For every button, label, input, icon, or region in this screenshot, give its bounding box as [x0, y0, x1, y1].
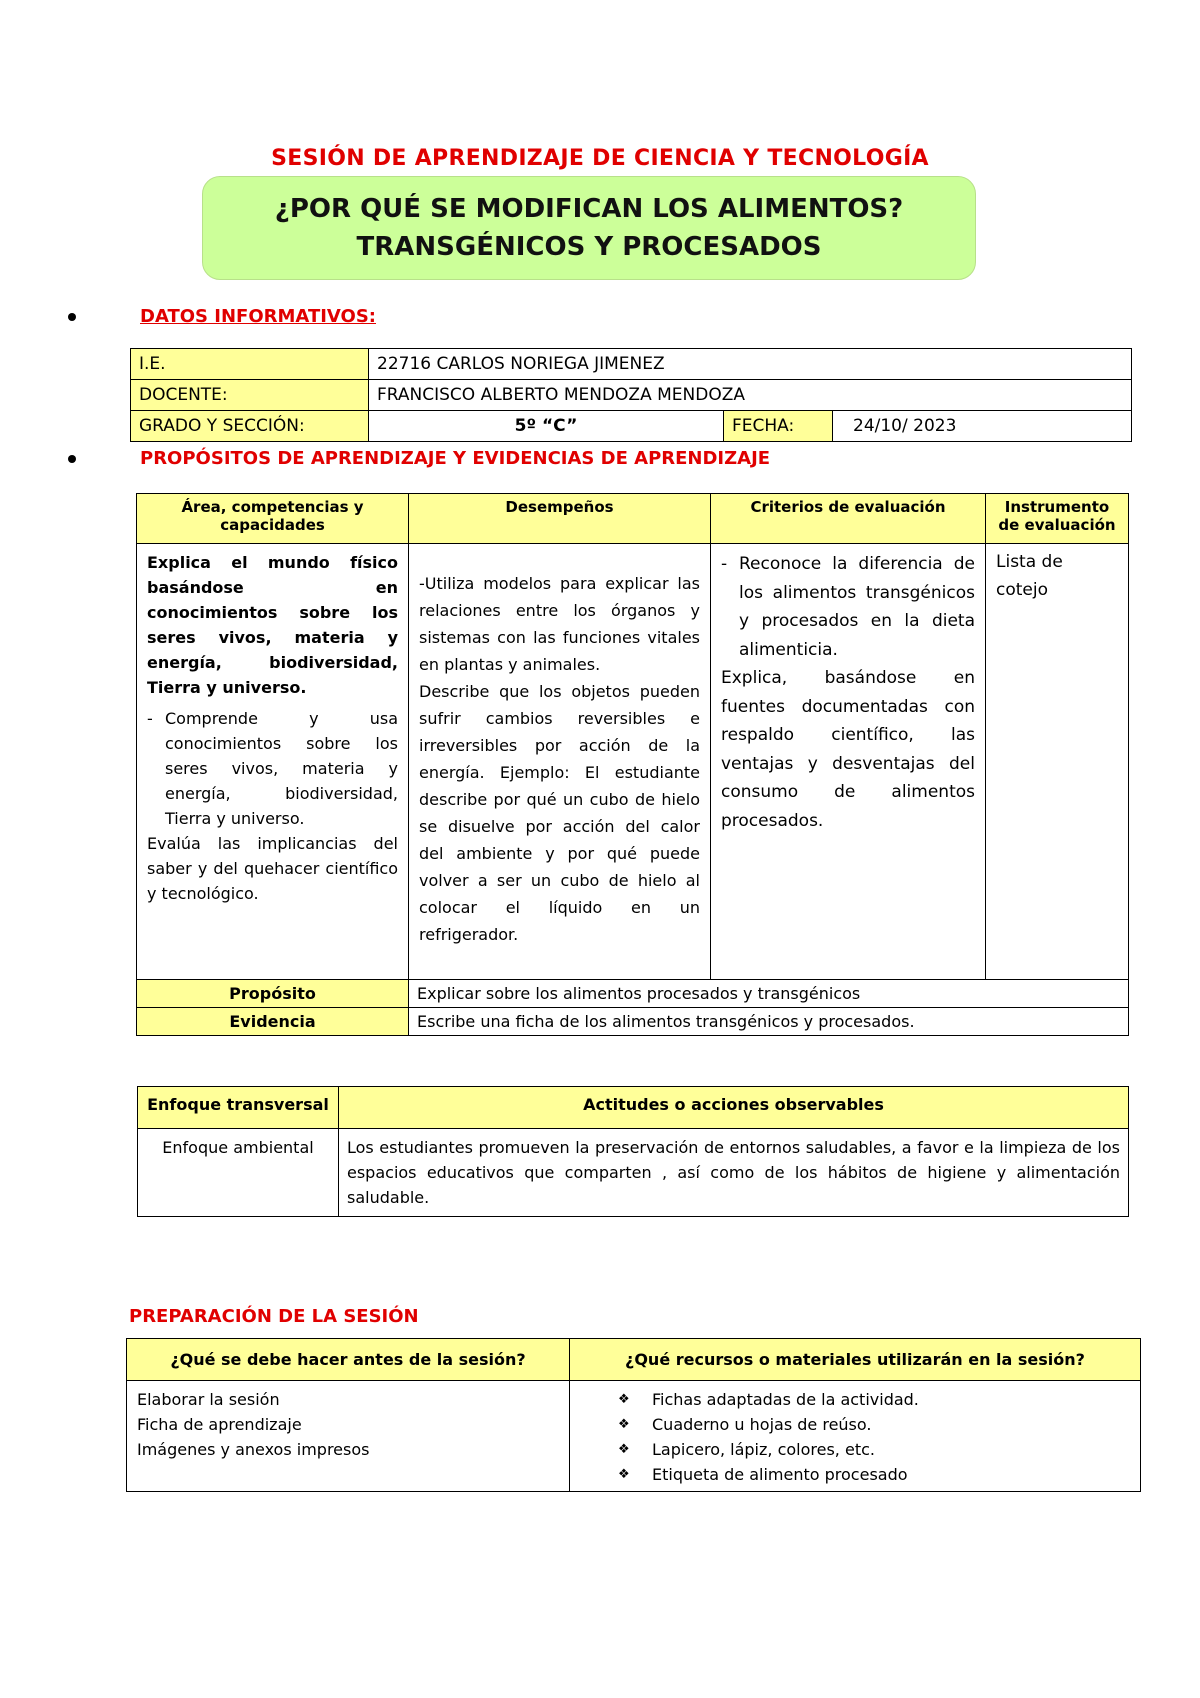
header-enfoque: Enfoque transversal	[138, 1087, 339, 1129]
diamond-bullet-icon: ❖	[618, 1467, 630, 1482]
desempenos-cell	[409, 544, 711, 980]
criterio-1-text: Reconoce la diferencia de los alimentos transgénicos y procesados en la dieta alimenticia.	[739, 554, 975, 660]
recursos-cell	[570, 1381, 1141, 1492]
datos-heading-label: DATOS INFORMATIVOS:	[140, 306, 377, 327]
table-row	[127, 1381, 1141, 1492]
evidencia-value: Escribe una ficha de los alimentos transgénicos y procesados.	[409, 1008, 1129, 1036]
grado-value: 5º “C”	[369, 411, 724, 442]
diamond-bullet-icon: ❖	[618, 1442, 630, 1457]
header-instrumento: Instrumento de evaluación	[986, 494, 1129, 544]
proposito-label: Propósito	[137, 980, 409, 1008]
header-actitudes: Actitudes o acciones observables	[339, 1087, 1129, 1129]
table-row	[137, 1008, 1129, 1036]
criterio-item	[721, 550, 975, 664]
table-header-row	[127, 1339, 1141, 1381]
table-header-row	[138, 1087, 1129, 1129]
recurso-text: Lapicero, lápiz, colores, etc.	[652, 1440, 875, 1459]
fecha-label: FECHA:	[724, 411, 833, 442]
datos-heading	[68, 306, 376, 327]
docente-label: DOCENTE:	[131, 380, 369, 411]
criterios-cell	[711, 544, 986, 980]
propositos-heading-label: PROPÓSITOS DE APRENDIZAJE Y EVIDENCIAS DE APRENDIZAJE	[140, 448, 771, 469]
grado-label: GRADO Y SECCIÓN:	[131, 411, 369, 442]
dash-icon: -	[147, 709, 153, 728]
proposito-value: Explicar sobre los alimentos procesados y transgénicos	[409, 980, 1129, 1008]
antes-cell	[127, 1381, 570, 1492]
desempeno-1-text: -Utiliza modelos para explicar las relaciones entre los órganos y sistemas con las funciones vitales en plantas y animales.	[419, 574, 700, 674]
recurso-text: Cuaderno u hojas de reúso.	[652, 1415, 872, 1434]
preparacion-heading: PREPARACIÓN DE LA SESIÓN	[129, 1306, 419, 1327]
competencias-cell	[137, 544, 409, 980]
table-header-row	[137, 494, 1129, 544]
diamond-bullet-icon: ❖	[618, 1417, 630, 1432]
ie-label: I.E.	[131, 349, 369, 380]
bullet-icon	[68, 313, 76, 321]
table-row	[137, 980, 1129, 1008]
header-desempenos: Desempeños	[409, 494, 711, 544]
recurso-text: Etiqueta de alimento procesado	[652, 1465, 908, 1484]
table-row	[137, 544, 1129, 980]
table-row	[138, 1129, 1129, 1217]
ie-value: 22716 CARLOS NORIEGA JIMENEZ	[369, 349, 1132, 380]
session-title-line-2: TRANSGÉNICOS Y PROCESADOS	[356, 232, 822, 262]
header-recursos: ¿Qué recursos o materiales utilizarán en la sesión?	[570, 1339, 1141, 1381]
preparacion-table	[126, 1338, 1141, 1492]
fecha-value: 24/10/ 2023	[833, 411, 1132, 442]
list-item: Elaborar la sesión	[137, 1390, 280, 1409]
competencia-text: Explica el mundo físico basándose en conocimientos sobre los seres vivos, materia y energía, biodiversidad, Tierra y universo.	[147, 553, 398, 697]
instrumento-cell: Lista de cotejo	[986, 544, 1129, 980]
list-item	[580, 1387, 1130, 1412]
desempeno-2-text: Describe que los objetos pueden sufrir cambios reversibles e irreversibles por acción de la energía. Ejemplo: El estudiante describe por qué un cubo de hielo se disuelve por acción del calor del ambiente y por qué puede volver a ser un cubo de hielo al colocar el líquido en un refrigerador.	[419, 682, 700, 944]
header-antes: ¿Qué se debe hacer antes de la sesión?	[127, 1339, 570, 1381]
session-title-line-1: ¿POR QUÉ SE MODIFICAN LOS ALIMENTOS?	[274, 194, 904, 224]
table-row	[131, 411, 1132, 442]
list-item: Ficha de aprendizaje	[137, 1415, 302, 1434]
docente-value: FRANCISCO ALBERTO MENDOZA MENDOZA	[369, 380, 1132, 411]
header-area: Área, competencias y capacidades	[137, 494, 409, 544]
list-item	[580, 1462, 1130, 1487]
list-item: Imágenes y anexos impresos	[137, 1440, 370, 1459]
criterio-2-text: Explica, basándose en fuentes documentadas con respaldo científico, las ventajas y desventajas del consumo de alimentos procesados.	[721, 668, 975, 831]
propositos-heading	[68, 448, 770, 469]
dash-icon: -	[721, 554, 728, 574]
header-criterios: Criterios de evaluación	[711, 494, 986, 544]
enfoque-text: Los estudiantes promueven la preservación de entornos saludables, a favor e la limpieza de los espacios educativos que comparten , así como de los hábitos de higiene y alimentación saludable.	[339, 1129, 1129, 1217]
capacidad-item	[147, 706, 398, 831]
list-item	[580, 1437, 1130, 1462]
bullet-icon	[68, 455, 76, 463]
recurso-text: Fichas adaptadas de la actividad.	[652, 1390, 919, 1409]
enfoque-name: Enfoque ambiental	[138, 1129, 339, 1217]
capacidad-1-text: Comprende y usa conocimientos sobre los seres vivos, materia y energía, biodiversidad, Tierra y universo.	[165, 709, 398, 828]
main-title: SESIÓN DE APRENDIZAJE DE CIENCIA Y TECNOLOGÍA	[271, 146, 929, 171]
table-row	[131, 380, 1132, 411]
session-title-box	[202, 176, 976, 280]
capacidad-2-text: Evalúa las implicancias del saber y del quehacer científico y tecnológico.	[147, 834, 398, 903]
list-item	[580, 1412, 1130, 1437]
table-row	[131, 349, 1132, 380]
diamond-bullet-icon: ❖	[618, 1392, 630, 1407]
enfoque-table	[137, 1086, 1129, 1217]
datos-table	[130, 348, 1132, 442]
propositos-table	[136, 493, 1129, 1036]
evidencia-label: Evidencia	[137, 1008, 409, 1036]
